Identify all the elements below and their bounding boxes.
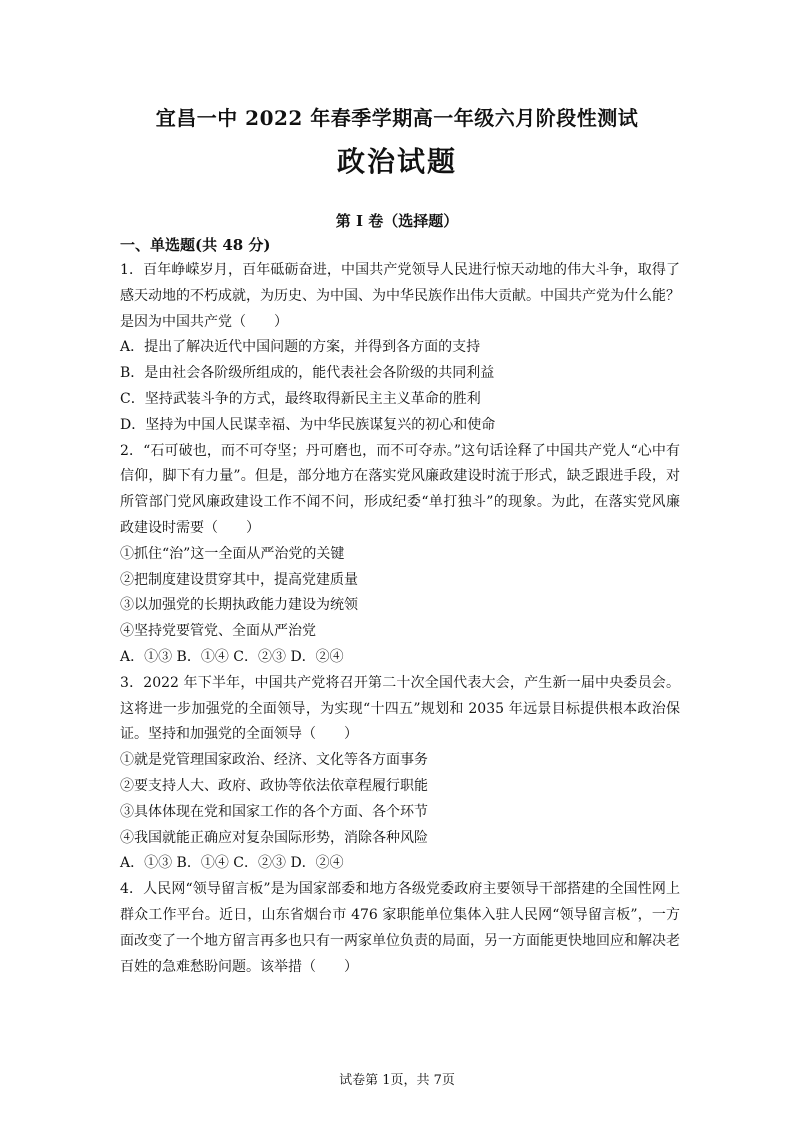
volume-heading: 第 I 卷（选择题）	[335, 212, 459, 230]
exam-subject-title: 政治试题	[336, 145, 457, 178]
question-option: D．坚持为中国人民谋幸福、为中华民族谋复兴的初心和使命	[120, 416, 496, 433]
question-answer-choices: A．①③ B．①④ C．②③ D．②④	[120, 648, 344, 665]
page-footer: 试卷第 1页，共 7页	[339, 1073, 455, 1088]
question-option: ③具体体现在党和国家工作的各个方面、各个环节	[120, 803, 428, 820]
question-option: ②把制度建设贯穿其中，提高党建质量	[120, 571, 358, 588]
question-option: ①抓住“治”这一全面从严治党的关键	[120, 545, 345, 562]
question-stem: 2．“石可破也，而不可夺坚；丹可磨也，而不可夺赤。”这句话诠释了中国共产党人“心中有信仰，脚下有力量”。但是，部分地方在落实党风廉政建设时流于形式，缺乏跟进手段，对所管部门党风廉政建设工作不闻不问，形成纪委“单打独斗”的现象。为此，在落实党风廉政建设时需要（ ）	[120, 442, 680, 536]
question-answer-choices: A．①③ B．①④ C．②③ D．②④	[120, 855, 344, 872]
question-option: ④坚持党要管党、全面从严治党	[120, 623, 316, 640]
question-option: B．是由社会各阶级所组成的，能代表社会各阶级的共同利益	[120, 365, 495, 382]
question-option: C．坚持武装斗争的方式，最终取得新民主主义革命的胜利	[120, 390, 481, 407]
question-stem: 3．2022 年下半年，中国共产党将召开第二十次全国代表大会，产生新一届中央委员会。这将进一步加强党的全面领导，为实现“十四五”规划和 2035 年远景目标提供根本政治保证。坚持和加强党的全面领导（ ）	[120, 674, 680, 743]
question-option: ④我国就能正确应对复杂国际形势，消除各种风险	[120, 829, 428, 846]
question-stem: 4．人民网“领导留言板”是为国家部委和地方各级党委政府主要领导干部搭建的全国性网上群众工作平台。近日，山东省烟台市 476 家职能单位集体入驻人民网“领导留言板”，一方面改变了一个地方留言再多也只有一两家单位负责的局面，另一方面能更快地回应和解决老百姓的急难愁盼问题。该举措（ ）	[120, 881, 680, 975]
question-stem: 1．百年峥嵘岁月，百年砥砺奋进，中国共产党领导人民进行惊天动地的伟大斗争，取得了感天动地的不朽成就，为历史、为中国、为中华民族作出伟大贡献。中国共产党为什么能？是因为中国共产党（ ）	[120, 262, 680, 330]
question-option: A．提出了解决近代中国问题的方案，并得到各方面的支持	[120, 339, 481, 356]
exam-title: 宜昌一中 2022 年春季学期高一年级六月阶段性测试	[155, 106, 639, 130]
section-heading: 一、单选题(共 48 分)	[120, 236, 271, 254]
question-list	[120, 258, 680, 980]
question-option: ①就是党管理国家政治、经济、文化等各方面事务	[120, 752, 428, 769]
question-option: ③以加强党的长期执政能力建设为统领	[120, 597, 358, 614]
question-option: ②要支持人大、政府、政协等依法依章程履行职能	[120, 777, 428, 794]
